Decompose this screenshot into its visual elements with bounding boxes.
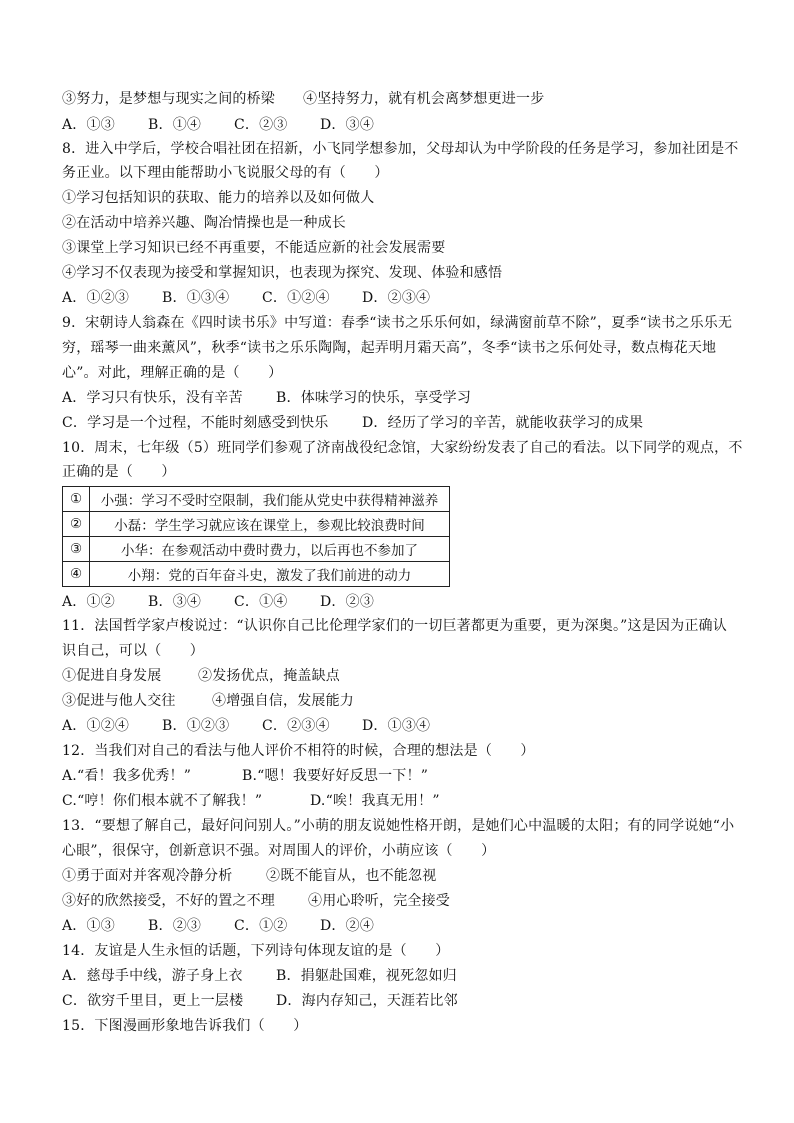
q10-stem-line1: 10．周末，七年级（5）班同学们参观了济南战役纪念馆，大家纷纷发表了自己的看法。以下同学的观点，不: [62, 440, 743, 456]
q9-option-a[interactable]: A．学习只有快乐，没有辛苦: [62, 390, 243, 406]
q9-option-d[interactable]: D．经历了学习的辛苦，就能收获学习的成果: [362, 415, 644, 431]
q14-options-row1: [62, 965, 457, 987]
q8-option-a[interactable]: A．①②③: [62, 290, 130, 306]
q9-options-row2: [62, 412, 643, 434]
q14-option-b[interactable]: B．捐躯赴国难，视死忽如归: [276, 968, 457, 984]
q8-statement-3: ③课堂上学习知识已经不再重要，不能适应新的社会发展需要: [62, 240, 446, 256]
q13-statement-2: ②既不能盲从，也不能忽视: [266, 868, 437, 884]
q11-stem-line2: 识自己，可以（ ）: [62, 643, 204, 659]
table-cell-number: ④: [63, 562, 90, 587]
q9-options-row1: [62, 387, 471, 409]
q14-option-d[interactable]: D．海内存知己，天涯若比邻: [276, 993, 458, 1009]
q13-statements-row2: [62, 890, 450, 912]
table-cell-number: ③: [63, 537, 90, 562]
q14-option-a[interactable]: A．慈母手中线，游子身上衣: [62, 968, 243, 984]
q12-option-b[interactable]: B.“嗯！我要好好反思一下！”: [242, 768, 429, 784]
q12-stem: 12．当我们对自己的看法与他人评价不相符的时候，合理的想法是（ ）: [62, 743, 535, 759]
table-cell-opinion: 小磊：学生学习就应该在课堂上，参观比较浪费时间: [90, 512, 450, 537]
q13-option-a[interactable]: A．①③: [62, 918, 115, 934]
q8-option-b[interactable]: B．①③④: [162, 290, 230, 306]
q8-options: [62, 287, 430, 309]
q10-opinions-table: [62, 486, 450, 587]
q13-statement-1: ①勇于面对并客观冷静分析: [62, 868, 233, 884]
q7-options: [62, 114, 374, 136]
q15-stem: 15．下图漫画形象地告诉我们（ ）: [62, 1018, 308, 1034]
q11-statement-4: ④增强自信，发展能力: [212, 693, 354, 709]
q11-statements-row1: [62, 665, 340, 687]
q13-options: [62, 915, 374, 937]
q12-option-c[interactable]: C.“哼！你们根本就不了解我！”: [62, 793, 263, 809]
q14-option-c[interactable]: C．欲穷千里目，更上一层楼: [62, 993, 244, 1009]
q7-statements-line: [62, 88, 544, 110]
q13-statement-3: ③好的欣然接受，不好的置之不理: [62, 893, 275, 909]
table-row: [63, 537, 450, 562]
q7-statement-3: ③努力，是梦想与现实之间的桥梁: [62, 91, 275, 107]
table-row: [63, 512, 450, 537]
q8-option-d[interactable]: D．②③④: [362, 290, 431, 306]
q9-stem-line3: 心”。对此，理解正确的是（ ）: [62, 365, 283, 381]
q11-statements-row2: [62, 690, 354, 712]
q8-stem-line1: 8．进入中学后，学校合唱社团在招新，小飞同学想参加，父母却认为中学阶段的任务是学习，参加社团是不: [62, 141, 739, 157]
q8-statement-2: ②在活动中培养兴趣、陶冶情操也是一种成长: [62, 215, 346, 231]
q13-statement-4: ④用心聆听，完全接受: [308, 893, 450, 909]
q10-options: [62, 591, 374, 613]
q12-options-row2: [62, 790, 440, 812]
q7-option-a[interactable]: A．①③: [62, 117, 115, 133]
table-row: [63, 562, 450, 587]
q14-stem: 14．友谊是人生永恒的话题，下列诗句体现友谊的是（ ）: [62, 943, 450, 959]
q7-option-c[interactable]: C．②③: [234, 117, 288, 133]
q13-option-d[interactable]: D．②④: [320, 918, 375, 934]
q12-option-a[interactable]: A.“看！我多优秀！”: [62, 768, 192, 784]
q8-stem-line2: 务正业。以下理由能帮助小飞说服父母的有（ ）: [62, 165, 389, 181]
q13-stem-line1: 13．“要想了解自己，最好问问别人。”小萌的朋友说她性格开朗，是她们心中温暖的太阳；有的同学说她“小: [62, 818, 735, 834]
q7-option-d[interactable]: D．③④: [320, 117, 375, 133]
q11-option-a[interactable]: A．①②④: [62, 718, 130, 734]
q8-statement-1: ①学习包括知识的获取、能力的培养以及如何做人: [62, 190, 375, 206]
q11-option-b[interactable]: B．①②③: [162, 718, 230, 734]
q8-option-c[interactable]: C．①②④: [262, 290, 330, 306]
table-cell-opinion: 小翔：党的百年奋斗史，激发了我们前进的动力: [90, 562, 450, 587]
q8-statement-4: ④学习不仅表现为接受和掌握知识，也表现为探究、发现、体验和感悟: [62, 265, 503, 281]
q11-option-c[interactable]: C．②③④: [262, 718, 330, 734]
table-cell-opinion: 小华：在参观活动中费时费力，以后再也不参加了: [90, 537, 450, 562]
q9-stem-line1: 9．宋朝诗人翁森在《四时读书乐》中写道：春季“读书之乐乐何如，绿满窗前草不除”，夏季“读书之乐乐无: [62, 315, 733, 331]
table-cell-opinion: 小强：学习不受时空限制，我们能从党史中获得精神滋养: [90, 487, 450, 512]
q14-options-row2: [62, 990, 458, 1012]
q11-option-d[interactable]: D．①③④: [362, 718, 431, 734]
q13-statements-row1: [62, 865, 436, 887]
q13-option-b[interactable]: B．②③: [148, 918, 202, 934]
q9-option-c[interactable]: C．学习是一个过程，不能时刻感受到快乐: [62, 415, 329, 431]
q7-option-b[interactable]: B．①④: [148, 117, 202, 133]
q12-options-row1: [62, 765, 428, 787]
q9-option-b[interactable]: B．体味学习的快乐，享受学习: [276, 390, 472, 406]
q7-statement-4: ④坚持努力，就有机会离梦想更进一步: [303, 91, 545, 107]
q11-stem-line1: 11．法国哲学家卢梭说过：“认识你自己比伦理学家们的一切巨著都更为重要，更为深奥。”这是因为正确认: [62, 618, 727, 634]
q10-option-c[interactable]: C．①④: [234, 594, 288, 610]
q10-option-d[interactable]: D．②③: [320, 594, 375, 610]
q12-option-d[interactable]: D.“唉！我真无用！”: [310, 793, 440, 809]
q13-option-c[interactable]: C．①②: [234, 918, 288, 934]
table-cell-number: ②: [63, 512, 90, 537]
table-row: [63, 487, 450, 512]
q11-options: [62, 715, 430, 737]
q10-option-a[interactable]: A．①②: [62, 594, 115, 610]
q13-stem-line2: 心眼”，很保守，创新意识不强。对周围人的评价，小萌应该（ ）: [62, 843, 496, 859]
q11-statement-3: ③促进与他人交往: [62, 693, 176, 709]
q10-option-b[interactable]: B．③④: [148, 594, 202, 610]
q11-statement-1: ①促进自身发展: [62, 668, 162, 684]
q10-stem-line2: 正确的是（ ）: [62, 464, 176, 480]
q11-statement-2: ②发扬优点，掩盖缺点: [198, 668, 340, 684]
table-cell-number: ①: [63, 487, 90, 512]
q9-stem-line2: 穷，瑶琴一曲来薰风”，秋季“读书之乐乐陶陶，起弄明月霜天高”，冬季“读书之乐何处寻，数点梅花天地: [62, 340, 717, 356]
